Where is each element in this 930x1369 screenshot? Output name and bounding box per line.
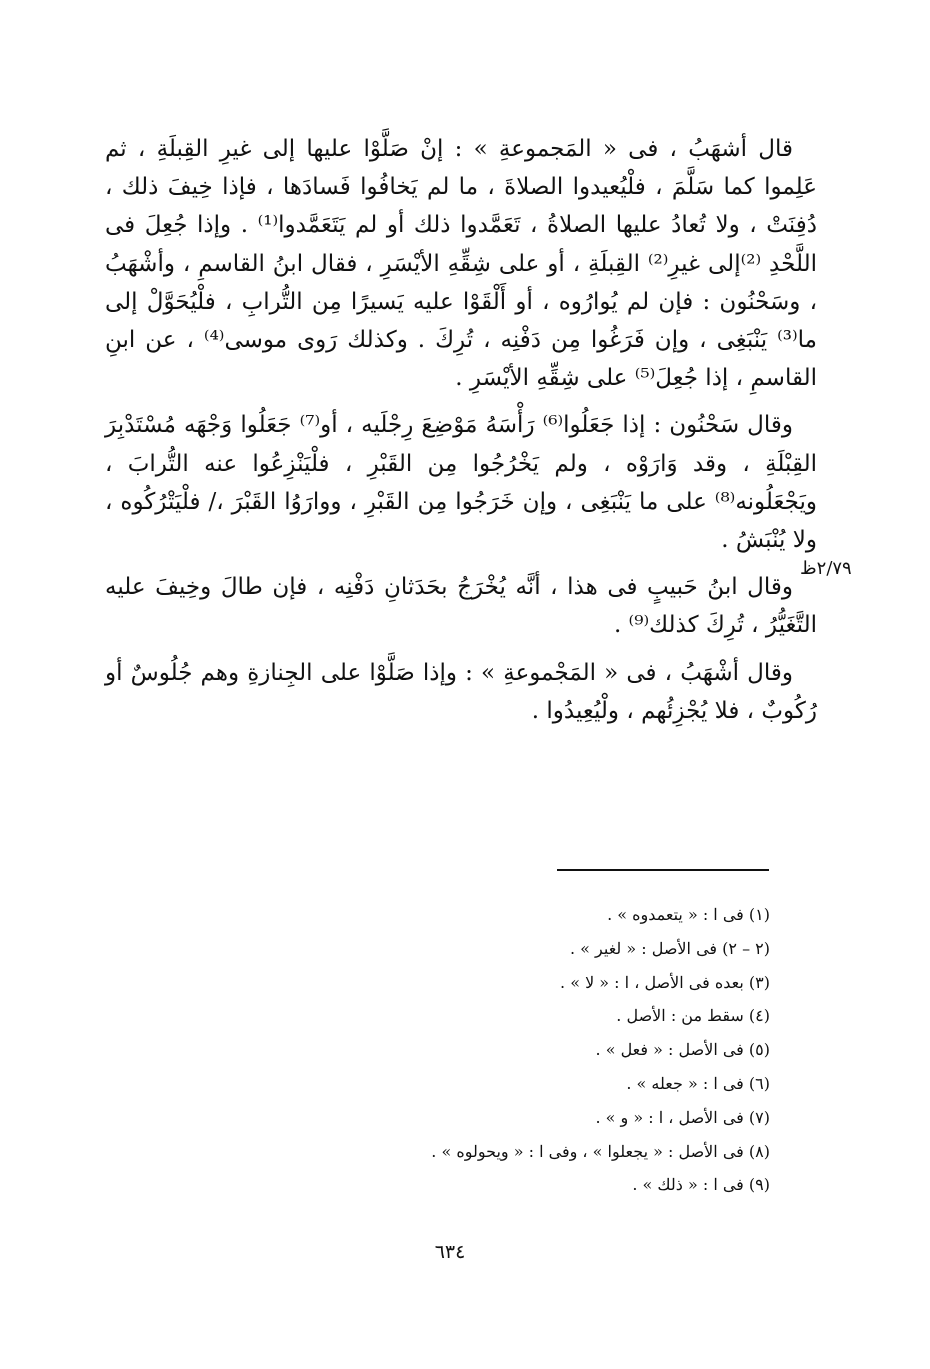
paragraph-4: وقال أشْهَبُ ، فى « المَجْموعةِ » : وإذا صَلَّوْا على الجِنازةِ وهم جُلُوسٌ أو رُكُوبٌ ، فلا يُجْزِئُهم ، ولْيُعِيدُوا . xyxy=(105,659,817,724)
footnote-9: (٩) فى ا : « ذلك » . xyxy=(632,1175,770,1195)
page-number: ٦٣٤ xyxy=(434,1241,466,1263)
footnote-6: (٦) فى ا : « جعله » . xyxy=(626,1073,770,1093)
footnote-5: (٥) فى الأصل : « فعل » . xyxy=(595,1040,770,1060)
footnotes xyxy=(360,898,770,1202)
main-text xyxy=(105,130,817,730)
footnote-divider xyxy=(557,869,769,871)
manuscript-folio-marker: ٢/٧٩ظ xyxy=(800,558,852,579)
paragraph-3: وقال ابنُ حَبيبٍ فى هذا ، أنَّه يُخْرَجُ بحَدَثانِ دَفْنِه ، فإن طالَ وخِيفَ عليه التَّغَيُّرُ ، تُرِكَ كذلك⁽⁹⁾ . xyxy=(105,574,817,639)
paragraph-2: وقال سَحْنُون : إذا جَعَلُوا⁽⁶⁾ رَأْسَهُ مَوْضِعَ رِجْلَيه ، أو⁽⁷⁾ جَعَلُوا وَجْهَه مُسْتَدْبِرَ القِبْلَةِ ، وقد وَارَوْه ، ولم يَخْرُجُوا مِن القَبْرِ ، فلْيَنْزِعُوا عنه التُّرابَ ، ويَجْعَلُونه⁽⁸⁾ على ما يَنْبَغِى ، وإن خَرَجُوا مِن القَبْرِ ، ووارَوُا القَبْرَ ،/ فلْيَتْرُكُوه ، ولا يُنْبَشُ . xyxy=(105,412,817,554)
paragraph-1: قال أشهَبُ ، فى « المَجموعةِ » : إنْ صَلَّوْا عليها إلى غيرِ القِبلَةِ ، ثم عَلِموا كما سَلَّمَ ، فلْيُعيدوا الصلاةَ ، ما لم يَخافُوا فَسادَها ، فإذا خِيفَ ذلك ، دُفِنَتْ ، ولا تُعادُ عليها الصلاةُ ، تَعَمَّدوا ذلك أو لم يَتَعَمَّدوا⁽¹⁾ . وإذا جُعِلَ فى اللَّحْدِ ⁽²⁾إلى غيرِ⁽²⁾ القِبلَةِ ، أو على شِقِّهِ الأيْسَرِ ، فقال ابنُ القاسمِ ، وأشْهَبُ ، وسَحْنُون : فإن لم يُوارُوه ، أو أَلْقَوْا عليه يَسيرًا مِن التُّرابِ ، فلْيُحَوَّلْ إلى ما⁽³⁾ يَنْبَغِى ، وإن فَرَغُوا مِن دَفْنِه ، تُرِكَ . وكذلك رَوى موسى⁽⁴⁾ ، عن ابنِ القاسمِ ، إذا جُعِلَ⁽⁵⁾ على شِقِّهِ الأيْسَرِ . xyxy=(105,136,817,392)
footnote-8: (٨) فى الأصل : « يجعلوا » ، وفى ا : « ويحولوه » . xyxy=(431,1141,770,1161)
footnote-1: (١) فى ا : « يتعمدوه » . xyxy=(607,905,770,924)
footnote-2: (٢ – ٢) فى الأصل : « لغير » . xyxy=(569,938,770,958)
footnote-4: (٤) سقط من : الأصل . xyxy=(616,1006,770,1026)
footnote-3: (٣) بعده فى الأصل ، ا : « لا » . xyxy=(560,972,770,992)
footnote-7: (٧) فى الأصل ، ا : « و » . xyxy=(595,1107,770,1127)
